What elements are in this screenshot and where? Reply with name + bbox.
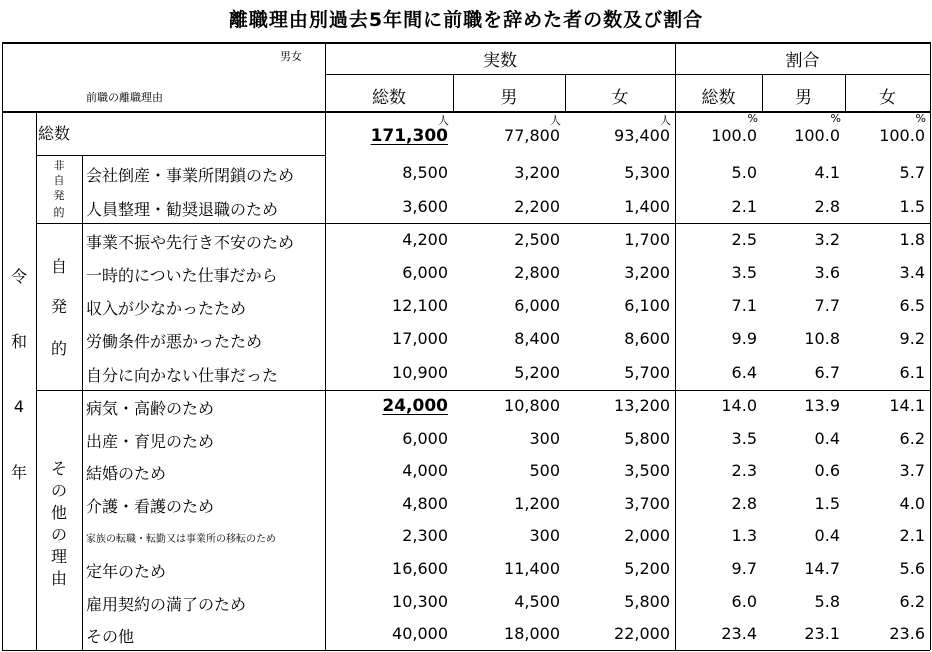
row-value: 6,000 — [402, 429, 448, 448]
row-value: 0.4 — [814, 526, 840, 545]
row-value: 6.1 — [899, 363, 925, 382]
row-value: 8,400 — [514, 329, 560, 348]
column-header: 女 — [611, 88, 629, 108]
row-label: 一時的についた仕事だから — [86, 266, 278, 285]
row-value: 11,400 — [504, 559, 560, 578]
row-value: 14.1 — [889, 396, 925, 415]
group-label-other: 由 — [50, 569, 67, 588]
row-value: 6,000 — [402, 263, 448, 282]
row-value: 3,500 — [624, 461, 670, 480]
row-value: 22,000 — [614, 624, 670, 643]
column-header: 男 — [795, 88, 812, 108]
row-value: 3,700 — [624, 494, 670, 513]
row-value: 6.5 — [899, 296, 925, 315]
row-label: 労働条件が悪かったため — [86, 332, 263, 351]
group-label-involuntary: 非 — [53, 159, 65, 172]
reason-label: 前職の離職理由 — [86, 91, 163, 104]
row-value: 1.3 — [731, 526, 757, 545]
row-value: 6,000 — [514, 296, 560, 315]
row-value: 5.6 — [899, 559, 925, 578]
row-value: 7.1 — [731, 296, 757, 315]
row-value: 9.9 — [731, 329, 757, 348]
row-value: 3.2 — [814, 230, 840, 249]
row-value: 5.7 — [899, 163, 925, 182]
row-value: 1.5 — [814, 494, 840, 513]
row-value: 12,100 — [392, 296, 448, 315]
row-value: 40,000 — [392, 624, 448, 643]
row-value: 3,600 — [402, 197, 448, 216]
row-label: 定年のため — [86, 562, 167, 581]
unit-label: % — [830, 112, 841, 125]
row-value: 8,600 — [624, 329, 670, 348]
row-label: 事業不振や先行き不安のため — [86, 233, 295, 252]
row-value: 1.5 — [899, 197, 925, 216]
row-value: 3.5 — [731, 429, 757, 448]
group-label-other: 理 — [50, 547, 67, 566]
row-value: 6.2 — [899, 429, 925, 448]
group-line — [36, 223, 930, 224]
group-label-voluntary: 発 — [50, 297, 67, 316]
row-value: 16,600 — [392, 559, 448, 578]
row-value: 1,400 — [624, 197, 670, 216]
row-label: 病気・高齢のため — [86, 399, 215, 418]
row-value: 4,200 — [402, 230, 448, 249]
row-value: 3.4 — [899, 263, 925, 282]
row-value: 2,200 — [514, 197, 560, 216]
row-value: 3,200 — [624, 263, 670, 282]
row-value: 300 — [529, 526, 560, 545]
row-value: 6.0 — [731, 592, 757, 611]
row-value: 5,800 — [624, 592, 670, 611]
unit-label: % — [915, 112, 926, 125]
row-value: 100.0 — [879, 126, 925, 145]
row-value: 100.0 — [794, 126, 840, 145]
row-value: 14.0 — [721, 396, 757, 415]
row-value: 2.8 — [814, 197, 840, 216]
group-label-voluntary: 自 — [50, 257, 67, 276]
unit-label: % — [747, 112, 758, 125]
row-value: 500 — [529, 461, 560, 480]
column-header: 女 — [879, 88, 896, 108]
row-value: 9.2 — [899, 329, 925, 348]
row-label: 会社倒産・事業所閉鎖のため — [86, 166, 295, 185]
row-value: 5.8 — [814, 592, 840, 611]
row-value: 2.1 — [899, 526, 925, 545]
row-value: 1,200 — [514, 494, 560, 513]
row-value: 3.6 — [814, 263, 840, 282]
row-value: 23.6 — [889, 624, 925, 643]
row-value: 7.7 — [814, 296, 840, 315]
row-value: 17,000 — [392, 329, 448, 348]
row-label: 人員整理・勧奨退職のため — [86, 200, 279, 219]
row-value: 2,300 — [402, 526, 448, 545]
row-value: 1,700 — [624, 230, 670, 249]
group-label-involuntary: 自 — [53, 174, 65, 187]
row-value: 100.0 — [711, 126, 757, 145]
row-value: 13,200 — [614, 396, 670, 415]
row-value: 2.5 — [731, 230, 757, 249]
row-value: 2.8 — [731, 494, 757, 513]
row-value: 3,200 — [514, 163, 560, 182]
row-value: 6.2 — [899, 592, 925, 611]
row-value: 4,000 — [402, 461, 448, 480]
row-value: 13.9 — [804, 396, 840, 415]
row-value: 23.4 — [721, 624, 757, 643]
group-label-other: の — [50, 525, 67, 544]
row-value: 0.6 — [814, 461, 840, 480]
group-line — [36, 155, 325, 156]
row-value: 10.8 — [804, 329, 840, 348]
table-border-top — [2, 42, 930, 44]
row-value: 5,800 — [624, 429, 670, 448]
row-value: 5,300 — [624, 163, 670, 182]
group-label-other: の — [50, 481, 67, 500]
row-value: 5,700 — [624, 363, 670, 382]
row-value: 8,500 — [402, 163, 448, 182]
group-column-divider — [82, 155, 83, 650]
row-value: 9.7 — [731, 559, 757, 578]
row-value: 4.1 — [814, 163, 840, 182]
row-value: 4,800 — [402, 494, 448, 513]
table-title: 離職理由別過去5年間に前職を辞めた者の数及び割合 — [228, 9, 704, 31]
row-value: 18,000 — [504, 624, 560, 643]
row-value: 2,000 — [624, 526, 670, 545]
row-value: 3.7 — [899, 461, 925, 480]
table-border-bottom — [2, 650, 930, 651]
row-value: 23.1 — [804, 624, 840, 643]
row-label: 収入が少なかったため — [86, 299, 247, 318]
row-value: 1.8 — [899, 230, 925, 249]
ratio-group-header: 割合 — [785, 51, 820, 71]
column-header: 総数 — [701, 88, 736, 108]
row-value: 4,500 — [514, 592, 560, 611]
group-label-involuntary: 発 — [53, 189, 65, 202]
total-row-label: 総数 — [38, 124, 71, 143]
unit-label: 人 — [550, 114, 561, 127]
year-label-char: 令 — [10, 267, 27, 286]
row-value: 6.4 — [731, 363, 757, 382]
unit-label: 人 — [660, 114, 671, 127]
year-label-char: 4 — [13, 397, 25, 416]
row-value: 5.0 — [731, 163, 757, 182]
row-label: その他 — [86, 627, 135, 646]
row-value: 5,200 — [514, 363, 560, 382]
row-value: 2,800 — [514, 263, 560, 282]
group-label-voluntary: 的 — [50, 339, 67, 358]
row-value: 93,400 — [614, 126, 670, 145]
row-value: 5,200 — [624, 559, 670, 578]
row-value: 4.0 — [899, 494, 925, 513]
year-label-char: 年 — [10, 463, 27, 482]
row-label: 結婚のため — [86, 464, 167, 483]
group-line — [36, 390, 930, 391]
row-value: 6,100 — [624, 296, 670, 315]
row-value: 2.1 — [731, 197, 757, 216]
row-value: 171,300 — [370, 126, 448, 146]
row-value: 14.7 — [804, 559, 840, 578]
table-border-right — [930, 42, 931, 650]
unit-label: 人 — [438, 114, 449, 127]
row-label: 雇用契約の満了のため — [86, 595, 247, 614]
row-value: 2,500 — [514, 230, 560, 249]
header-line — [325, 74, 930, 75]
row-value: 24,000 — [382, 396, 448, 416]
group-label-involuntary: 的 — [53, 206, 65, 219]
row-value: 10,900 — [392, 363, 448, 382]
row-label: 自分に向かない仕事だった — [86, 366, 279, 385]
row-value: 2.3 — [731, 461, 757, 480]
row-value: 10,300 — [392, 592, 448, 611]
row-value: 6.7 — [814, 363, 840, 382]
row-value: 3.5 — [731, 263, 757, 282]
row-value: 300 — [529, 429, 560, 448]
row-label: 家族の転職・転勤又は事業所の移転のため — [86, 534, 276, 545]
row-label: 出産・育児のため — [86, 432, 215, 451]
year-label-char: 和 — [10, 332, 27, 351]
column-header: 総数 — [372, 88, 406, 108]
group-label-other: 他 — [50, 503, 67, 522]
group-label-other: そ — [50, 459, 67, 478]
row-value: 0.4 — [814, 429, 840, 448]
row-value: 10,800 — [504, 396, 560, 415]
sex-label: 男女 — [280, 50, 302, 63]
actual-group-header: 実数 — [483, 51, 517, 71]
row-label: 介護・看護のため — [86, 497, 215, 516]
column-header: 男 — [500, 88, 518, 108]
row-value: 77,800 — [504, 126, 560, 145]
